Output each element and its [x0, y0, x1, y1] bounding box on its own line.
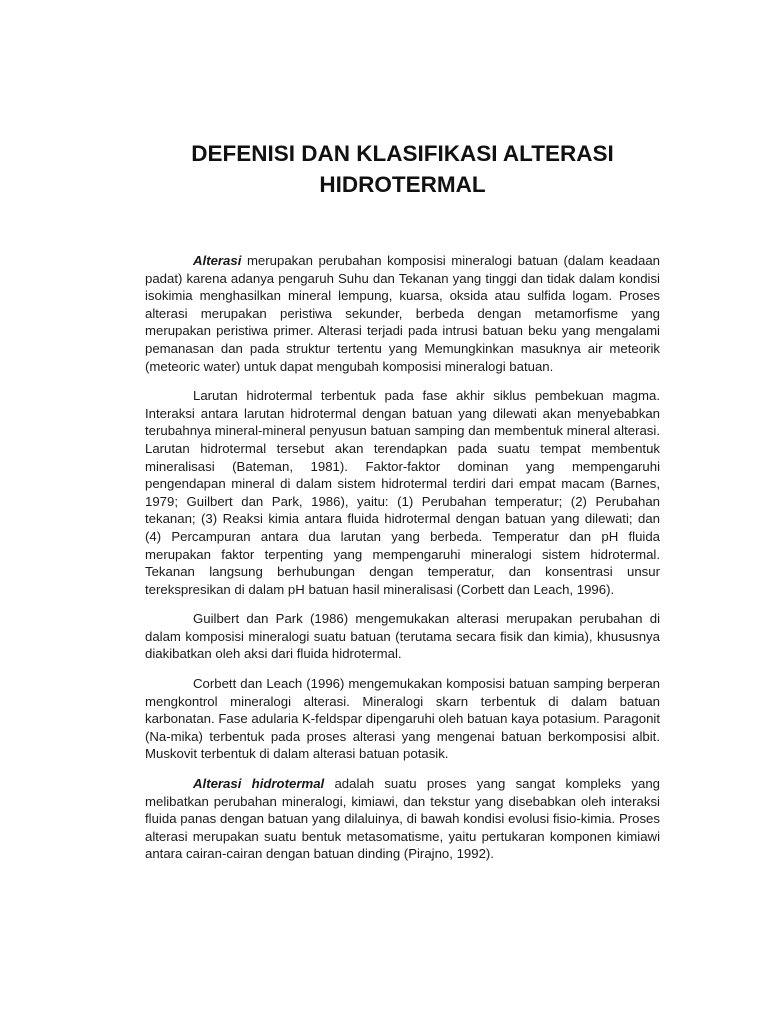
document-page: [145, 138, 660, 875]
title-line-2: HIDROTERMAL: [319, 172, 486, 197]
paragraph-corbett-leach: [145, 675, 660, 763]
paragraph-text: Corbett dan Leach (1996) mengemukakan komposisi batuan samping berperan mengkontrol mineralogi alterasi. Mineralogi skarn terbentuk di dalam batuan karbonatan. Fase adularia K-feldspar dipengaruhi oleh batuan kaya potasium. Paragonit (Na-mika) terbentuk pada proses alterasi yang mengenai batuan berkomposisi albit. Muskovit terbentuk di dalam alterasi batuan potasik.: [145, 676, 660, 762]
page-title: [145, 138, 660, 200]
paragraph-alterasi-definition: [145, 252, 660, 375]
paragraph-larutan-hidrotermal: [145, 387, 660, 598]
term-alterasi: Alterasi: [193, 253, 242, 268]
term-alterasi-hidrotermal: Alterasi hidrotermal: [193, 776, 325, 792]
paragraph-text: adalah suatu proses yang sangat kompleks yang melibatkan perubahan mineralogi, kimiawi, dan tekstur yang disebabkan oleh interaksi fluida panas dengan batuan yang dilaluinya, di bawah kondisi evolusi fisio-kimia. Proses alterasi merupakan suatu bentuk metasomatisme, yaitu pertukaran komponen kimiawi antara cairan-cairan dengan batuan dinding (Pirajno, 1992).: [145, 776, 661, 862]
paragraph-guilbert-park: [145, 610, 660, 663]
paragraph-text: merupakan perubahan komposisi mineralogi batuan (dalam keadaan padat) karena adanya pengaruh Suhu dan Tekanan yang tinggi dan tidak dalam kondisi isokimia menghasilkan mineral lempung, kuarsa, oksida atau sulfida logam. Proses alterasi merupakan peristiwa sekunder, berbeda dengan metamorfisme yang merupakan peristiwa primer. Alterasi terjadi pada intrusi batuan beku yang mengalami pemanasan dan pada struktur tertentu yang Memungkinkan masuknya air meteorik (meteoric water) untuk dapat mengubah komposisi mineralogi batuan.: [145, 253, 660, 374]
title-line-1: DEFENISI DAN KLASIFIKASI ALTERASI: [191, 141, 614, 166]
paragraph-text: Larutan hidrotermal terbentuk pada fase akhir siklus pembekuan magma. Interaksi antara larutan hidrotermal dengan batuan yang dilewati akan menyebabkan terubahnya mineral-mineral penyusun batuan samping dan membentuk mineral alterasi. Larutan hidrotermal tersebut akan terendapkan pada suatu tempat membentuk mineralisasi (Bateman, 1981). Faktor-faktor dominan yang mempengaruhi pengendapan mineral di dalam sistem hidrotermal terdiri dari empat macam (Barnes, 1979; Guilbert dan Park, 1986), yaitu: (1) Perubahan temperatur; (2) Perubahan tekanan; (3) Reaksi kimia antara fluida hidrotermal dengan batuan yang dilewati; dan (4) Percampuran antara dua larutan yang berbeda. Temperatur dan pH fluida merupakan faktor terpenting yang mempengaruhi mineralogi sistem hidrotermal. Tekanan langsung berhubungan dengan temperatur, dan konsentrasi unsur terekspresikan di dalam pH batuan hasil mineralisasi (Corbett dan Leach, 1996).: [145, 388, 660, 597]
paragraph-text: Guilbert dan Park (1986) mengemukakan alterasi merupakan perubahan di dalam komposisi mineralogi suatu batuan (terutama secara fisik dan kimia), khususnya diakibatkan oleh aksi dari fluida hidrotermal.: [145, 611, 660, 662]
paragraph-alterasi-hidrotermal: [145, 775, 660, 863]
